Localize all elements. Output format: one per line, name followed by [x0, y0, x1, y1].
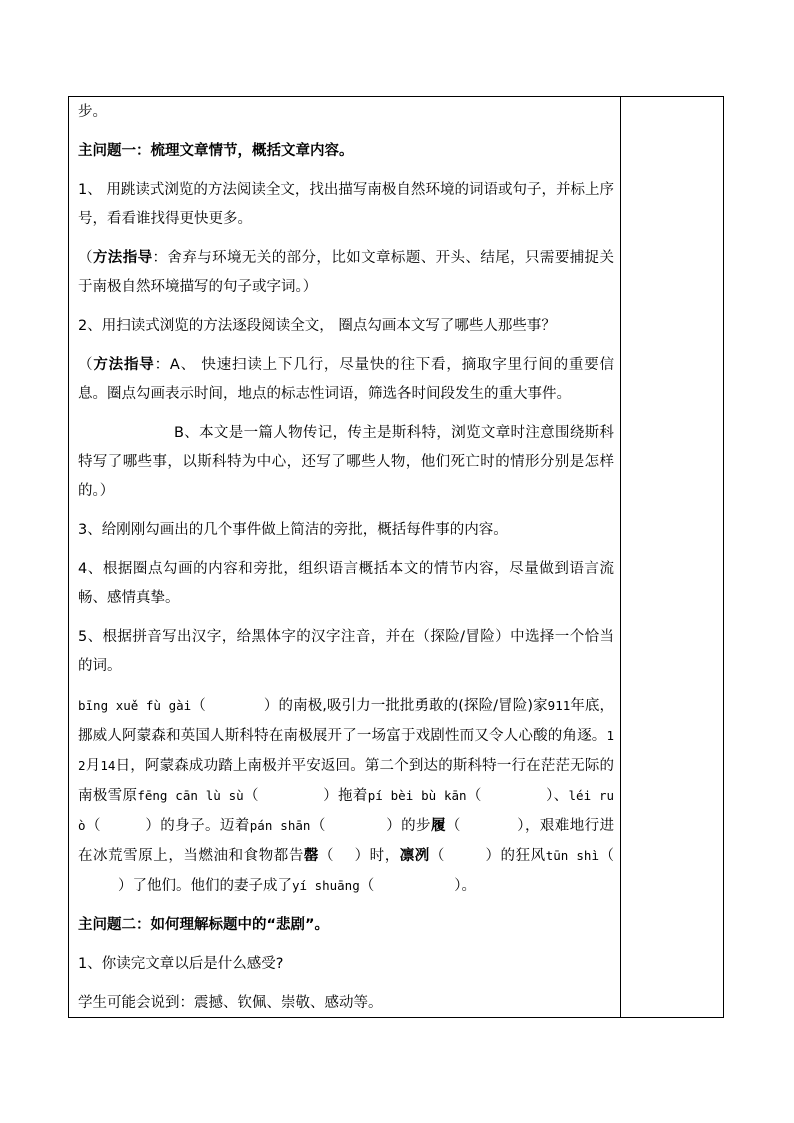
bold-character: 罄 — [303, 848, 319, 864]
student-answer: 学生可能会说到：震撼、钦佩、崇敬、感动等。 — [78, 995, 383, 1011]
method-guide-1 — [78, 244, 614, 302]
table-column-divider — [620, 96, 621, 1018]
pinyin: yí shuāng — [292, 878, 360, 893]
bold-character: 履 — [430, 818, 446, 834]
pinyin: pán shān — [249, 818, 311, 833]
task-5: 5、根据拼音写出汉字，给黑体字的汉字注音，并在（探险/冒险）中选择一个恰当的词。 — [78, 629, 614, 674]
pinyin: pí bèi bù kān — [367, 788, 467, 803]
bracket-open: （ — [78, 250, 93, 266]
method-guide-2 — [78, 351, 614, 409]
method-guide-text: ：A、 快速扫读上下几行，尽量快的往下看，摘取字里行间的重要信息。圈点勾画表示时间，地点的标志性词语，筛选各时间段发生的重大事件。 — [78, 357, 615, 402]
lesson-content — [78, 98, 614, 1018]
bracket-open: （ — [78, 357, 94, 373]
paragraph-tail: 步。 — [78, 104, 107, 120]
task-2: 2、用扫读式浏览的方法逐段阅读全文， 圈点勾画本文写了哪些人那些事？ — [78, 318, 556, 334]
pinyin: tūn shì — [545, 848, 599, 863]
task-3: 3、给刚刚勾画出的几个事件做上简洁的旁批，概括每件事的内容。 — [78, 522, 508, 538]
pinyin: fēng cān lù sù — [137, 788, 244, 803]
method-guide-label: 方法指导 — [93, 357, 155, 373]
task-4: 4、根据圈点勾画的内容和旁批，组织语言概括本文的情节内容，尽量做到语言流畅、感情真挚。 — [78, 561, 614, 606]
pinyin: bīng xuě fù gài — [78, 698, 192, 713]
bold-character: 凛冽 — [399, 848, 430, 864]
method-guide-2b: B、本文是一篇人物传记，传主是斯科特，浏览文章时注意围绕斯科特写了哪些事，以斯科特为中心，还写了哪些人物，他们死亡时的情形分别是怎样的。） — [78, 425, 614, 499]
method-guide-label: 方法指导 — [92, 250, 153, 266]
method-guide-text: ：舍弃与环境无关的部分，比如文章标题、开头、结尾，只需要捕捉关于南极自然环境描写的句子或字词。） — [78, 250, 615, 295]
task-1: 1、 用跳读式浏览的方法阅读全文，找出描写南极自然环境的词语或句子，并标上序号，看看谁找得更快更多。 — [78, 182, 614, 227]
pinyin-exercise: bīng xuě fù gài（ ）的南极,吸引力一批批勇敢的(探险/冒险)家911年底，挪威人阿蒙森和英国人斯科特在南极展开了一场富于戏剧性而又令人心酸的角逐。12月14日，阿蒙森成功踏上南极并平安返回。第二个到达的斯科特一行在茫茫无际的南极雪原fēng cān lù sù（ ）拖着pí bèi bù kān（ ）、léi ruò（ ）的身子。迈着pán shān（ ）的步履（ ），艰难地行进在冰荒雪原上，当燃油和食物都告罄（ ）时，凛冽（ ）的狂风tūn shì（）了他们。他们的妻子成了yí shuāng（ ）。 — [78, 698, 615, 894]
main-question-1: 主问题一：梳理文章情节，概括文章内容。 — [78, 143, 354, 159]
pinyin: léi ruò — [78, 788, 615, 833]
question-2-1: 1、你读完文章以后是什么感受? — [78, 956, 284, 972]
main-question-2: 主问题二：如何理解标题中的“悲剧”。 — [78, 917, 330, 933]
